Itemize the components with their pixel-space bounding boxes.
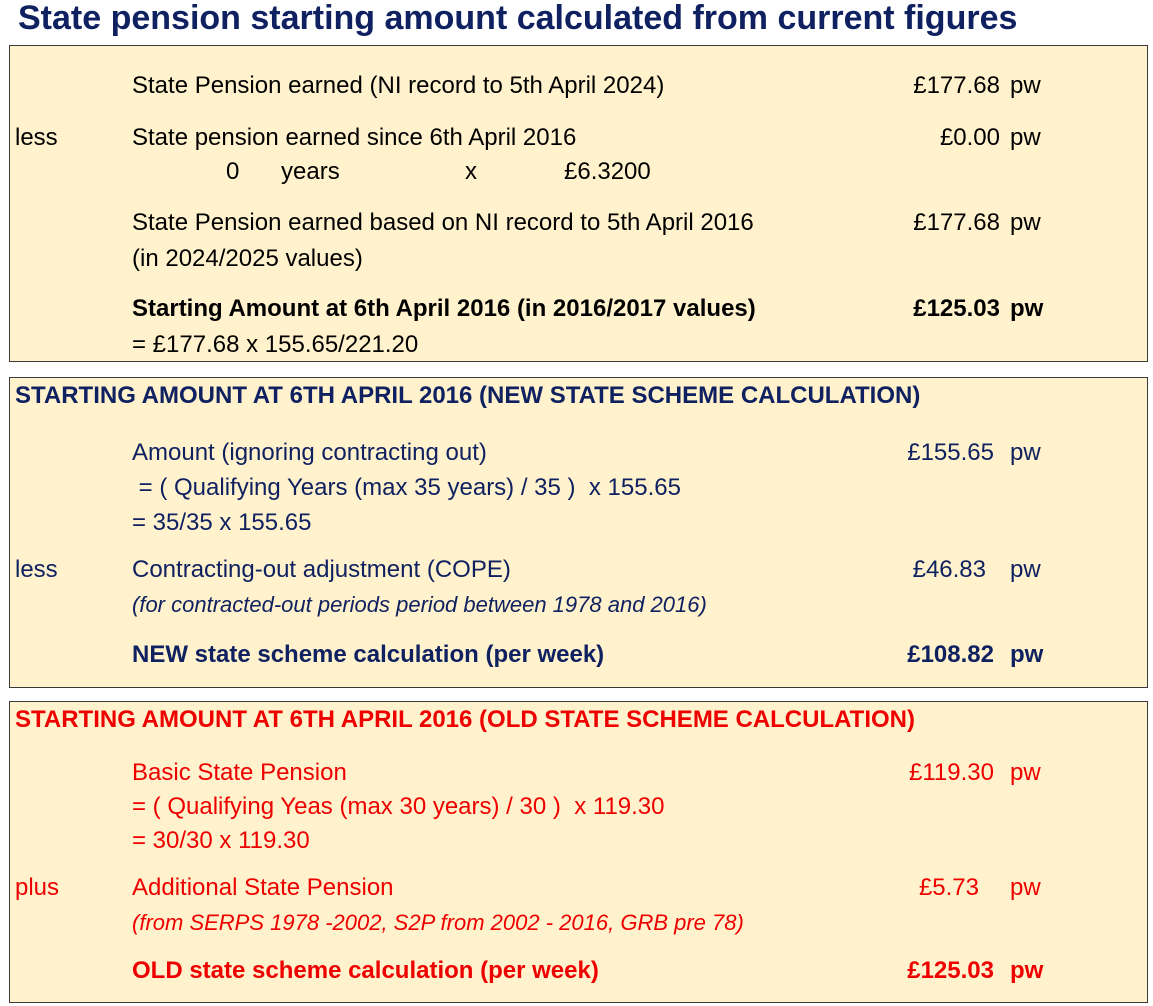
current-figures-panel — [9, 45, 1148, 362]
cope-note: (for contracted-out periods period between 1978 and 2016) — [132, 592, 707, 617]
amount-formula-2: = 35/35 x 155.65 — [132, 509, 312, 536]
ni-2024-unit: pw — [1010, 72, 1041, 99]
new-scheme-heading: STARTING AMOUNT AT 6TH APRIL 2016 (NEW STATE SCHEME CALCULATION) — [15, 382, 921, 409]
plus-prefix: plus — [15, 874, 60, 901]
amount-formula-1: = ( Qualifying Years (max 35 years) / 35 ) x 155.65 — [132, 474, 681, 501]
ni-2024-amount: £177.68 — [913, 72, 1000, 99]
additional-pension-unit: pw — [1010, 874, 1041, 901]
basic-pension-unit: pw — [1010, 759, 1041, 786]
old-scheme-heading: STARTING AMOUNT AT 6TH APRIL 2016 (OLD STATE SCHEME CALCULATION) — [15, 706, 915, 733]
old-scheme-panel — [9, 701, 1148, 1003]
cope-unit: pw — [1010, 556, 1041, 583]
new-scheme-total-label: NEW state scheme calculation (per week) — [132, 641, 605, 668]
old-scheme-total-unit: pw — [1010, 957, 1044, 984]
page-title: State pension starting amount calculated from current figures — [18, 0, 1018, 37]
starting-amount-label: Starting Amount at 6th April 2016 (in 2016/2017 values) — [132, 295, 756, 322]
starting-amount-formula: = £177.68 x 155.65/221.20 — [132, 331, 419, 358]
years-label: years — [281, 158, 340, 185]
times-sign: x — [465, 158, 477, 185]
new-scheme-panel — [9, 377, 1148, 688]
starting-amount-value: £125.03 — [913, 295, 1000, 322]
cope-label: Contracting-out adjustment (COPE) — [132, 556, 511, 583]
less-prefix: less — [15, 556, 58, 583]
amount-unit: pw — [1010, 439, 1041, 466]
additional-pension-amount: £5.73 — [918, 874, 979, 901]
ni-2016-label: State Pension earned based on NI record to 5th April 2016 — [132, 209, 754, 236]
starting-amount-unit: pw — [1010, 295, 1044, 322]
earned-since-2016-amount: £0.00 — [939, 124, 1000, 151]
old-scheme-total-amount: £125.03 — [907, 957, 994, 984]
amount-label: Amount (ignoring contracting out) — [132, 439, 487, 466]
additional-pension-note: (from SERPS 1978 -2002, S2P from 2002 - 2016, GRB pre 78) — [132, 910, 744, 935]
new-scheme-total-unit: pw — [1010, 641, 1044, 668]
rate-value: £6.3200 — [564, 158, 651, 185]
ni-2024-label: State Pension earned (NI record to 5th April 2024) — [132, 72, 665, 99]
earned-since-2016-label: State pension earned since 6th April 2016 — [132, 124, 577, 151]
basic-pension-formula-2: = 30/30 x 119.30 — [132, 827, 310, 854]
new-scheme-total-amount: £108.82 — [907, 641, 994, 668]
years-value: 0 — [226, 158, 240, 185]
ni-2016-sublabel: (in 2024/2025 values) — [132, 245, 363, 272]
cope-amount: £46.83 — [912, 556, 986, 583]
basic-pension-amount: £119.30 — [909, 759, 994, 786]
amount-value: £155.65 — [907, 439, 994, 466]
additional-pension-label: Additional State Pension — [132, 874, 394, 901]
old-scheme-total-label: OLD state scheme calculation (per week) — [132, 957, 599, 984]
basic-pension-formula-1: = ( Qualifying Yeas (max 30 years) / 30 ) x 119.30 — [132, 793, 665, 820]
earned-since-2016-unit: pw — [1010, 124, 1041, 151]
less-prefix: less — [15, 124, 58, 151]
basic-pension-label: Basic State Pension — [132, 759, 347, 786]
ni-2016-unit: pw — [1010, 209, 1041, 236]
ni-2016-amount: £177.68 — [913, 209, 1000, 236]
